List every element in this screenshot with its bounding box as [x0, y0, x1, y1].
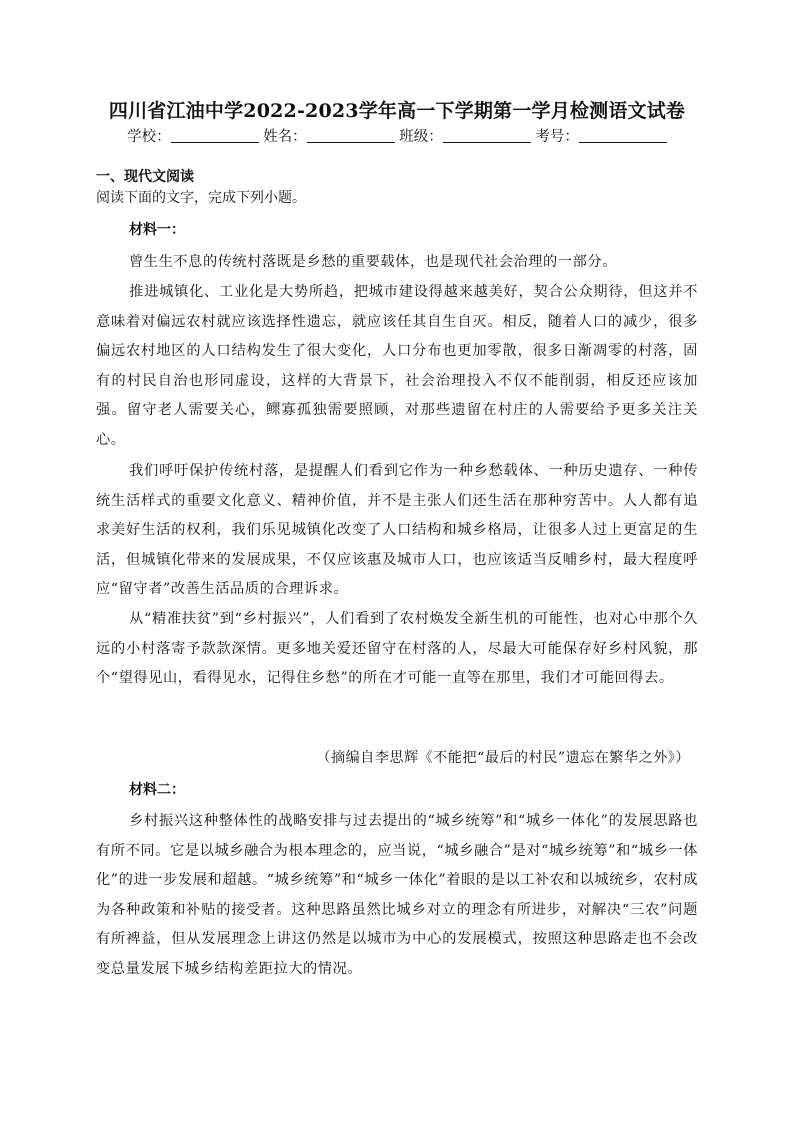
class-blank[interactable] [443, 128, 531, 143]
school-label: 学校： [127, 129, 171, 145]
school-blank[interactable] [171, 128, 259, 143]
name-label: 姓名： [263, 129, 307, 145]
material-two-label: 材料二： [129, 782, 185, 798]
material-one-paragraph: 从“精准扶贫”到“乡村振兴”，人们看到了农村焕发全新生机的可能性，也对心中那个久远的小村落寄予款款深情。更多地关爱还留守在村落的人，尽最大可能保存好乡村风貌，那个“望得见山，看得见水，记得住乡愁”的所在才可能一直等在那里，我们才可能回得去。 [96, 611, 698, 687]
material-one-label: 材料一： [129, 222, 185, 238]
material-one-paragraph: 推进城镇化、工业化是大势所趋，把城市建设得越来越美好，契合公众期待，但这并不意味着对偏远农村就应该选择性遗忘，就应该任其自生自灭。相反，随着人口的减少，很多偏远农村地区的人口结构发生了很大变化，人口分布也更加零散，很多日渐凋零的村落，固有的村民自治也形同虚设，这样的大背景下，社会治理投入不仅不能削弱，相反还应该加强。留守老人需要关心，鳏寡孤独需要照顾，对那些遗留在村庄的人需要给予更多关注关心。 [96, 284, 698, 448]
exam-number-label: 考号： [535, 129, 579, 145]
class-label: 班级： [399, 129, 443, 145]
exam-title: 四川省江油中学2022-2023学年高一下学期第一学月检测语文试卷 [108, 100, 686, 122]
name-blank[interactable] [307, 128, 395, 143]
section-heading: 一、现代文阅读 [96, 169, 194, 185]
student-info-line [0, 127, 794, 147]
section-instruction: 阅读下面的文字，完成下列小题。 [96, 190, 306, 206]
material-one-source: （摘编自李思辉《不能把“最后的村民”遗忘在繁华之外》） [316, 750, 690, 766]
material-one-paragraph: 曾生生不息的传统村落既是乡愁的重要载体，也是现代社会治理的一部分。 [129, 254, 617, 270]
material-one-paragraph: 我们呼吁保护传统村落，是提醒人们看到它作为一种乡愁载体、一种历史遗存、一种传统生活样式的重要文化意义、精神价值，并不是主张人们还生活在那种穷苦中。人人都有追求美好生活的权利，我们乐见城镇化改变了人口结构和城乡格局，让很多人过上更富足的生活，但城镇化带来的发展成果，不仅应该惠及城市人口，也应该适当反哺乡村，最大程度呼应“留守者”改善生活品质的合理诉求。 [96, 463, 698, 598]
material-two-paragraph: 乡村振兴这种整体性的战略安排与过去提出的“城乡统筹”和“城乡一体化”的发展思路也有所不同。它是以城乡融合为根本理念的，应当说，“城乡融合”是对“城乡统筹”和“城乡一体化”的进一步发展和超越。“城乡统筹”和“城乡一体化”着眼的是以工补农和以城统乡，农村成为各种政策和补贴的接受者。这种思路虽然比城乡对立的理念有所进步，对解决“三农”问题有所裨益，但从发展理念上讲这仍然是以城市为中心的发展模式，按照这种思路走也不会改变总量发展下城乡结构差距拉大的情况。 [96, 813, 698, 977]
exam-number-blank[interactable] [579, 128, 667, 143]
